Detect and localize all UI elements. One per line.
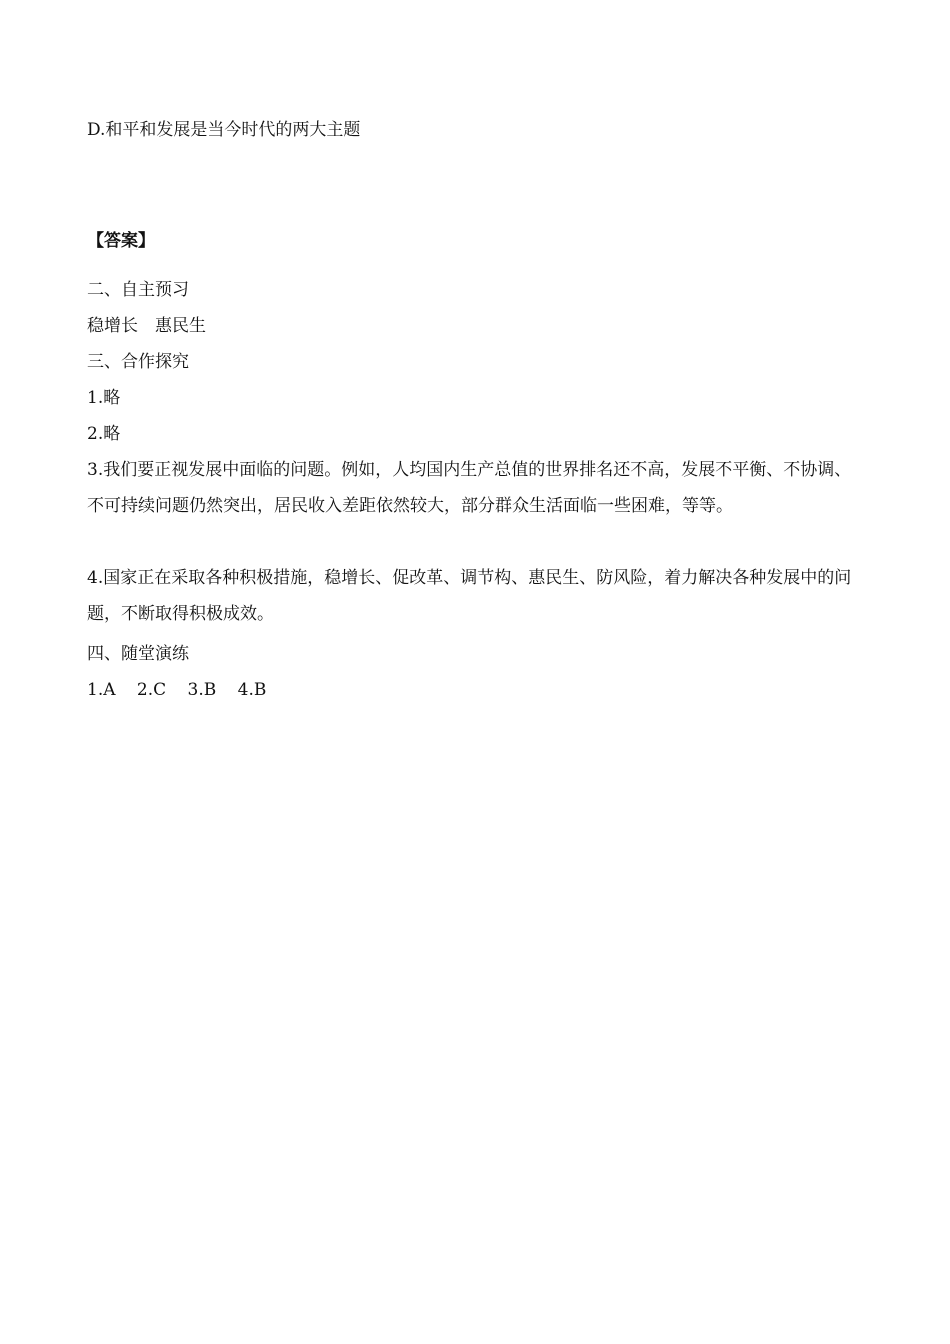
- answer-3: 3.B: [187, 680, 217, 700]
- answer-1: 1.A: [87, 680, 116, 700]
- section-2-content: 稳增长 惠民生: [87, 316, 206, 336]
- item-4: 4.国家正在采取各种积极措施，稳增长、促改革、调节构、惠民生、防风险，着力解决各种发展中的问题，不断取得积极成效。: [87, 568, 852, 624]
- item-3: 3.我们要正视发展中面临的问题。例如，人均国内生产总值的世界排名还不高，发展不平衡、不协调、不可持续问题仍然突出，居民收入差距依然较大，部分群众生活面临一些困难，等等。: [87, 460, 852, 516]
- section-4-title: 四、随堂演练: [87, 644, 189, 664]
- item-1: 1.略: [87, 388, 121, 408]
- item-2: 2.略: [87, 424, 121, 444]
- section-2-title: 二、自主预习: [87, 280, 189, 300]
- answer-heading: 【答案】: [87, 231, 155, 251]
- option-d-text: D.和平和发展是当今时代的两大主题: [87, 120, 361, 140]
- answer-4: 4.B: [237, 680, 267, 700]
- section-3-title: 三、合作探究: [87, 352, 189, 372]
- answer-2: 2.C: [136, 680, 167, 700]
- answer-list: [87, 679, 282, 701]
